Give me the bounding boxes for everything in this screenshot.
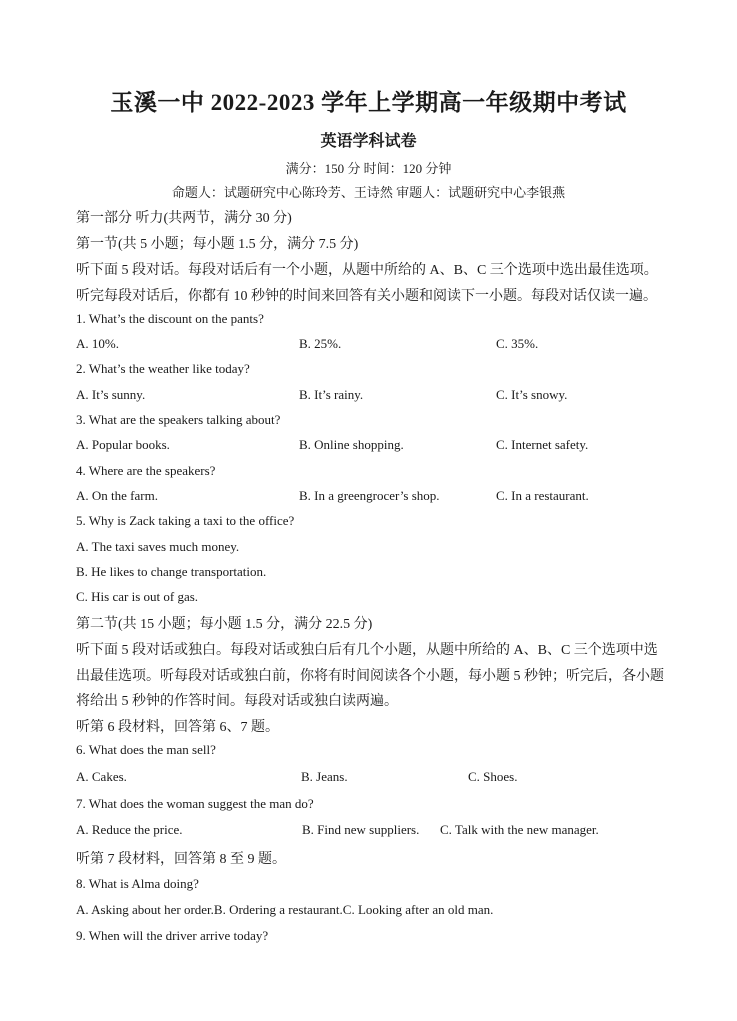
question-2-option-a: A. It’s sunny. [76,387,146,402]
section1-heading: 第一节(共 5 小题；每小题 1.5 分，满分 7.5 分) [76,237,359,252]
exam-subtitle: 英语学科试卷 [320,133,417,150]
question-3-option-b: B. Online shopping. [299,437,404,452]
question-6-option-b: B. Jeans. [301,769,348,784]
section2-instruction-1: 听下面 5 段对话或独白。每段对话或独白后有几个小题，从题中所给的 A、B、C 三个选项中选 [76,643,658,658]
exam-title: 玉溪一中 2022-2023 学年上学期高一年级期中考试 [110,90,627,115]
question-8-stem: 8. What is Alma doing? [76,876,199,891]
question-4-option-a: A. On the farm. [76,488,158,503]
question-6-stem: 6. What does the man sell? [76,742,216,757]
question-5-option-c: C. His car is out of gas. [76,589,199,604]
question-4-option-b: B. In a greengrocer’s shop. [299,488,440,503]
question-5-option-a: A. The taxi saves much money. [76,539,240,554]
question-1-option-a: A. 10%. [76,336,119,351]
question-4-stem: 4. Where are the speakers? [76,463,216,478]
authors-line: 命题人：试题研究中心陈玲芳、王诗然 审题人：试题研究中心李银燕 [171,185,566,200]
question-3-option-c: C. Internet safety. [496,437,589,452]
section1-instruction-2: 听完每段对话后，你都有 10 秒钟的时间来回答有关小题和阅读下一小题。每段对话仅读一遍。 [76,289,657,304]
question-7-stem: 7. What does the woman suggest the man do? [76,796,314,811]
material-7-instruction: 听第 7 段材料，回答第 8 至 9 题。 [76,852,286,867]
question-7-option-b: B. Find new suppliers. [302,822,420,837]
section1-instruction-1: 听下面 5 段对话。每段对话后有一个小题，从题中所给的 A、B、C 三个选项中选出最佳选项。 [76,263,658,278]
question-3-option-a: A. Popular books. [76,437,170,452]
question-6-option-a: A. Cakes. [76,769,127,784]
question-7-option-c: C. Talk with the new manager. [440,822,599,837]
question-5-stem: 5. Why is Zack taking a taxi to the office? [76,513,295,528]
question-6-option-c: C. Shoes. [468,769,518,784]
question-1-option-b: B. 25%. [299,336,342,351]
part1-heading: 第一部分 听力(共两节，满分 30 分) [76,211,292,226]
question-5-option-b: B. He likes to change transportation. [76,564,267,579]
question-3-stem: 3. What are the speakers talking about? [76,412,281,427]
question-4-option-c: C. In a restaurant. [496,488,589,503]
question-7-option-a: A. Reduce the price. [76,822,183,837]
section2-heading: 第二节(共 15 小题；每小题 1.5 分，满分 22.5 分) [76,617,373,632]
question-2-stem: 2. What’s the weather like today? [76,361,250,376]
section2-instruction-2: 出最佳选项。听每段对话或独白前，你将有时间阅读各个小题，每小题 5 秒钟；听完后，各小题 [76,669,664,684]
question-2-option-b: B. It’s rainy. [299,387,364,402]
question-9-stem: 9. When will the driver arrive today? [76,928,269,943]
section2-instruction-3: 将给出 5 秒钟的作答时间。每段对话或独白读两遍。 [76,694,398,709]
question-1-stem: 1. What’s the discount on the pants? [76,311,264,326]
question-2-option-c: C. It’s snowy. [496,387,568,402]
question-1-option-c: C. 35%. [496,336,539,351]
material-6-instruction: 听第 6 段材料，回答第 6、7 题。 [76,720,279,735]
question-8-options: A. Asking about her order.B. Ordering a restaurant.C. Looking after an old man. [76,902,494,917]
score-time-line: 满分：150 分 时间：120 分钟 [285,161,452,176]
